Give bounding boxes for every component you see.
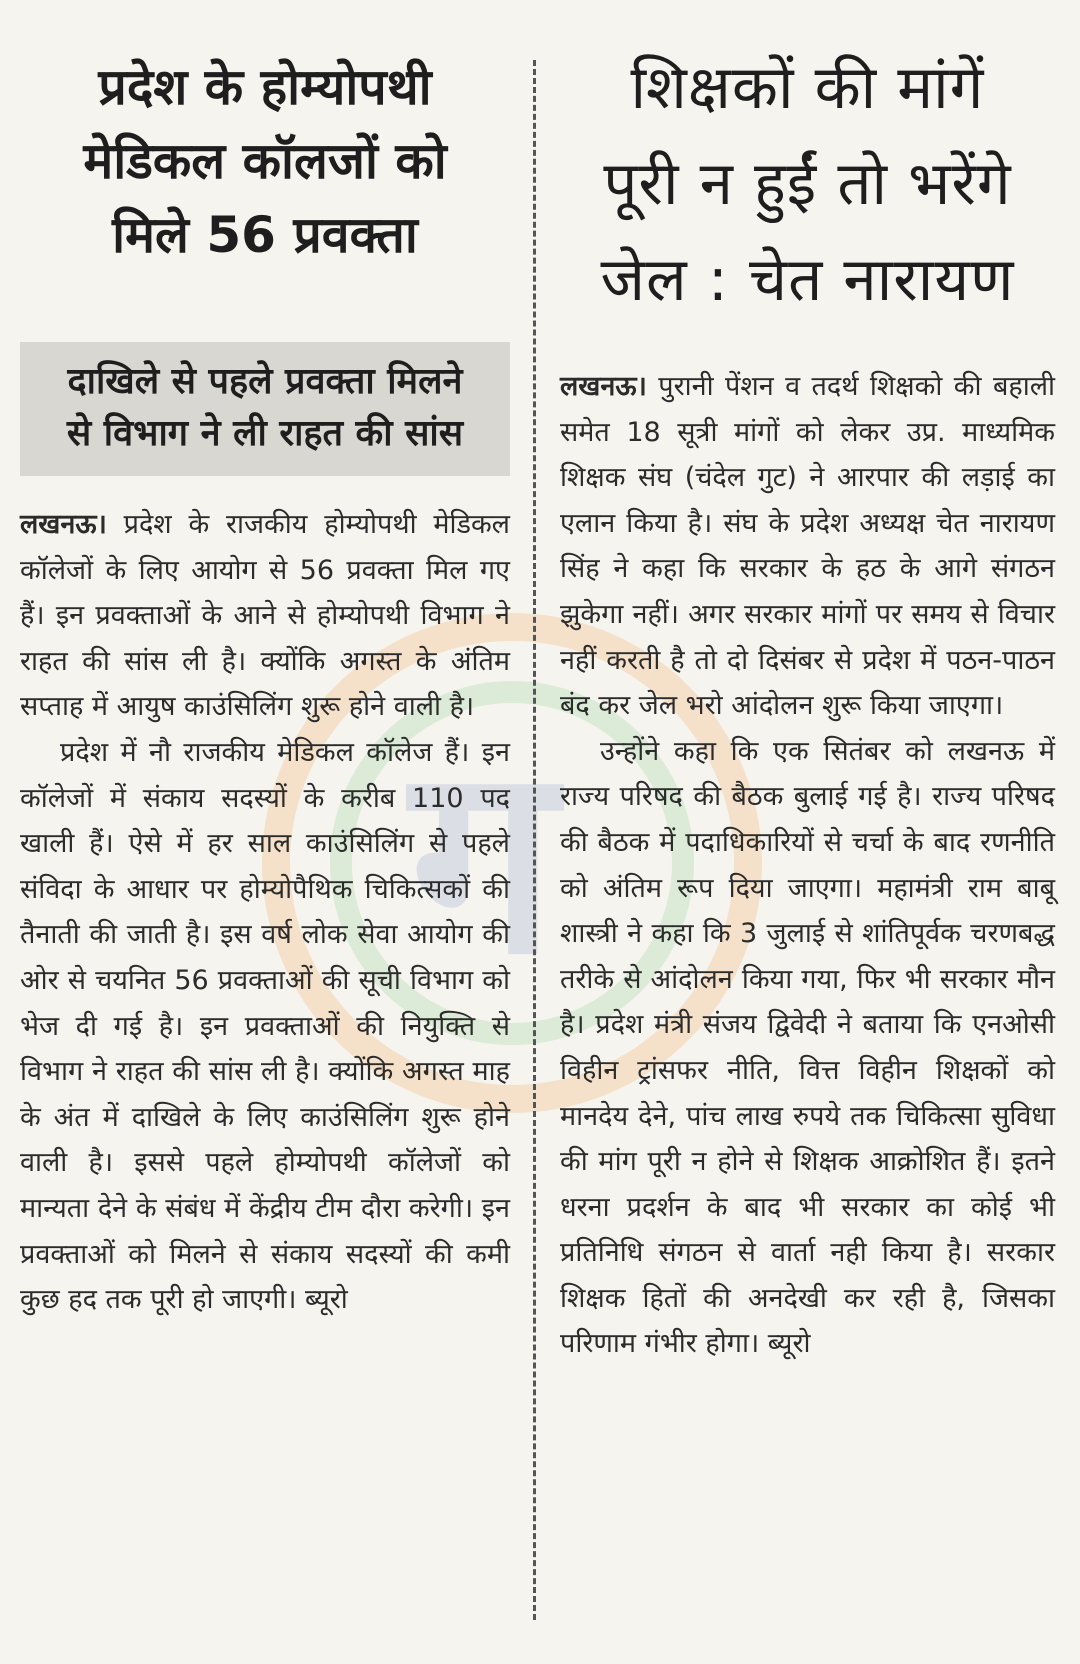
left-dateline: लखनऊ। — [20, 509, 107, 540]
left-subheadline — [20, 342, 510, 476]
watermark-glyph: ग — [410, 710, 557, 1012]
left-article — [20, 40, 510, 1323]
left-paragraph-1-text: प्रदेश के राजकीय होम्योपथी मेडिकल कॉलेजों के लिए आयोग से 56 प्रवक्ता मिल गए हैं। इन प्रवक्ताओं के आने से होम्योपथी विभाग ने राहत की सांस ली है। क्योंकि अगस्त के अंतिम सप्ताह में आयुष काउंसिलिंग शुरू होने वाली है। — [20, 509, 510, 723]
left-subheadline-line-1: दाखिले से पहले प्रवक्ता मिलने — [67, 361, 463, 402]
right-paragraph-1-text: पुरानी पेंशन व तदर्थ शिक्षको की बहाली समेत 18 सूत्री मांगों को लेकर उप्र. माध्यमिक शिक्षक संघ (चंदेल गुट) ने आरपार की लड़ाई का एलान किया है। संघ के प्रदेश अध्यक्ष चेत नारायण सिंह ने कहा कि सरकार के हठ के आगे संगठन झुकेगा नहीं। अगर सरकार मांगों पर समय से विचार नहीं करती है तो दो दिसंबर से प्रदेश में पठन-पाठन बंद कर जेल भरो आंदोलन शुरू किया जाएगा। — [560, 371, 1055, 722]
right-headline-line-2: पूरी न हुईं तो भरेंगे — [603, 149, 1012, 219]
left-headline-line-2: मेडिकल कॉलजों को — [83, 132, 447, 190]
left-article-body — [20, 502, 510, 1323]
right-paragraph-2: उन्होंने कहा कि एक सितंबर को लखनऊ में राज्य परिषद की बैठक बुलाई गई है। राज्य परिषद की बैठक में पदाधिकारियों से चर्चा के बाद रणनीति को अंतिम रूप दिया जाएगा। महामंत्री राम बाबू शास्त्री ने कहा कि 3 जुलाई से शांतिपूर्वक चरणबद्ध तरीके से आंदोलन किया गया, फिर भी सरकार मौन है। प्रदेश मंत्री संजय द्विवेदी ने बताया कि एनओसी विहीन ट्रांसफर नीति, वित्त विहीन शिक्षकों को मानदेय देने, पांच लाख रुपये तक चिकित्सा सुविधा की मांग पूरी न होने से शिक्षक आक्रोशित हैं। इतने धरना प्रदर्शन के बाद भी सरकार का कोई भी प्रतिनिधि संगठन से वार्ता नही किया है। सरकार शिक्षक हितों की अनदेखी कर रही है, जिसका परिणाम गंभीर होगा। ब्यूरो — [560, 735, 1055, 1360]
right-paragraph-1 — [560, 364, 1055, 729]
left-subheadline-line-2: से विभाग ने ली राहत की सांस — [66, 413, 464, 454]
right-headline-line-3: जेल : चेत नारायण — [600, 245, 1015, 315]
left-paragraph-1 — [20, 502, 510, 730]
right-headline-line-1: शिक्षकों की मांगें — [630, 53, 985, 123]
right-dateline: लखनऊ। — [560, 371, 647, 402]
column-divider — [533, 60, 536, 1620]
right-headline — [560, 40, 1055, 328]
left-paragraph-2: प्रदेश में नौ राजकीय मेडिकल कॉलेज हैं। इन कॉलेजों में संकाय सदस्यों के करीब 110 पद खाली हैं। ऐसे में हर साल काउंसिलिंग से पहले संविदा के आधार पर होम्योपैथिक चिकित्सकों की तैनाती की जाती है। इस वर्ष लोक सेवा आयोग की ओर से चयनित 56 प्रवक्ताओं की सूची विभाग को भेज दी गई है। इन प्रवक्ताओं की नियुक्ति से विभाग ने राहत की सांस ली है। क्योंकि अगस्त माह के अंत में दाखिले के लिए काउंसिलिंग शुरू होने वाली है। इससे पहले होम्योपथी कॉलेजों को मान्यता देने के संबंध में केंद्रीय टीम दौरा करेगी। इन प्रवक्ताओं को मिलने से संकाय सदस्यों की कमी कुछ हद तक पूरी हो जाएगी। ब्यूरो — [20, 736, 510, 1316]
left-headline-line-1: प्रदेश के होम्योपथी — [98, 58, 432, 116]
left-headline — [20, 40, 510, 272]
right-article-body — [560, 364, 1055, 1367]
left-headline-line-3: मिले 56 प्रवक्ता — [112, 206, 418, 264]
right-article — [560, 40, 1055, 1367]
